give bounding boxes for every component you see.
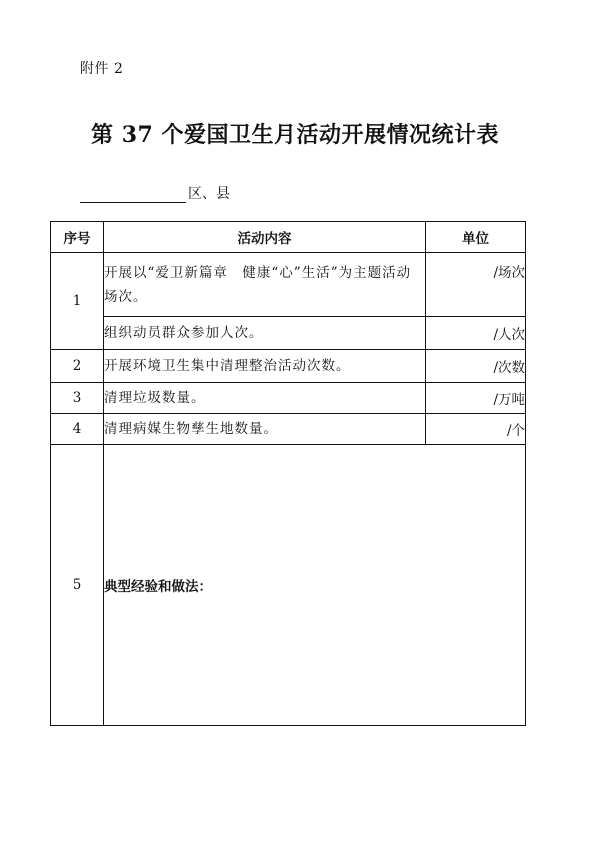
row-content: 清理垃圾数量。: [104, 383, 426, 414]
row-number: 3: [51, 383, 104, 414]
page-title: 第 37 个爱国卫生月活动开展情况统计表: [91, 122, 499, 148]
table-row: [51, 317, 526, 350]
header-unit: 单位: [426, 222, 526, 253]
header-no: 序号: [51, 222, 104, 253]
row-unit[interactable]: /万吨: [426, 383, 526, 414]
table-row: [51, 350, 526, 383]
table-header-row: [51, 222, 526, 253]
row-content: 开展以“爱卫新篇章 健康“心”生活”为主题活动场次。: [104, 253, 426, 317]
table-row: [51, 445, 526, 726]
district-suffix: 区、县: [188, 186, 230, 202]
row-number: 4: [51, 414, 104, 445]
header-content: 活动内容: [104, 222, 426, 253]
typical-experience-label: 典型经验和做法：: [104, 579, 212, 595]
row-number: 1: [51, 253, 104, 350]
typical-experience-cell[interactable]: [104, 445, 526, 726]
statistics-table: [50, 221, 526, 726]
district-line: [80, 183, 230, 203]
row-unit[interactable]: /人次: [426, 317, 526, 350]
row-content: 开展环境卫生集中清理整治活动次数。: [104, 350, 426, 383]
row-unit[interactable]: /场次: [426, 253, 526, 317]
row-content: 清理病媒生物孳生地数量。: [104, 414, 426, 445]
table-row: [51, 414, 526, 445]
row-number: 2: [51, 350, 104, 383]
row-unit[interactable]: /次数: [426, 350, 526, 383]
table-row: [51, 383, 526, 414]
row-content: 组织动员群众参加人次。: [104, 317, 426, 350]
row-number: 5: [51, 445, 104, 726]
attachment-label: 附件 2: [80, 61, 124, 77]
district-blank-field[interactable]: [80, 186, 186, 203]
row-unit[interactable]: /个: [426, 414, 526, 445]
table-row: [51, 253, 526, 317]
